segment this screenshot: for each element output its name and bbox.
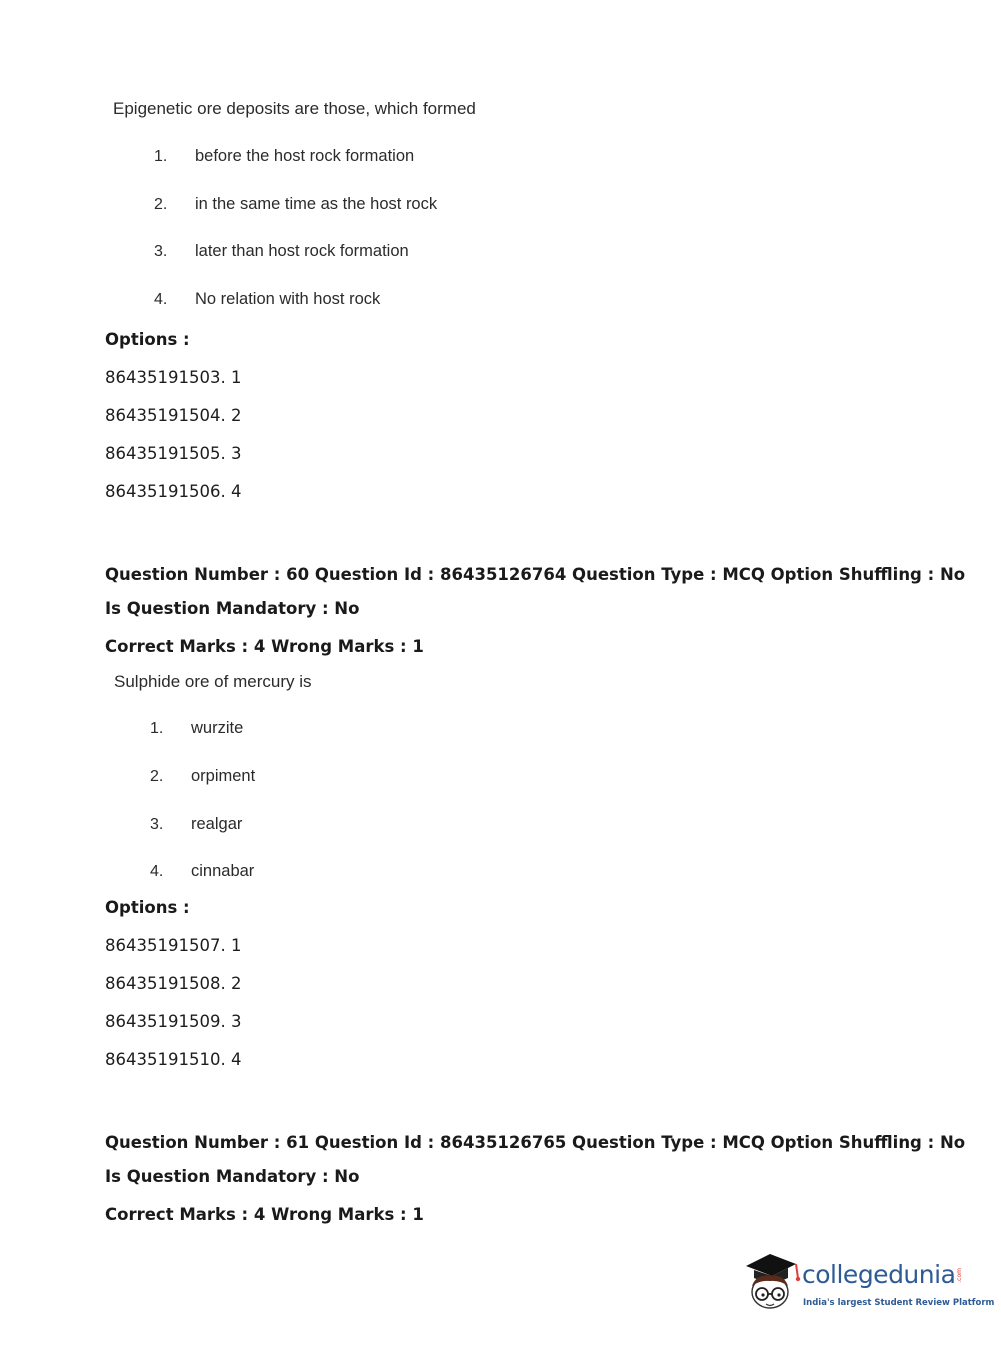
choice-number: 1. xyxy=(150,720,164,737)
question-stem: Epigenetic ore deposits are those, which formed xyxy=(113,99,476,118)
options-label: Options : xyxy=(105,330,190,349)
collegedunia-logo xyxy=(740,1246,995,1316)
question-marks: Correct Marks : 4 Wrong Marks : 1 xyxy=(105,1205,424,1224)
choice-number: 1. xyxy=(154,148,168,165)
option-item: 86435191504. 2 xyxy=(105,406,242,425)
option-item: 86435191503. 1 xyxy=(105,368,242,387)
option-item: 86435191507. 1 xyxy=(105,936,242,955)
choice-number: 2. xyxy=(150,768,164,785)
choice-text: wurzite xyxy=(191,719,244,737)
option-item: 86435191506. 4 xyxy=(105,482,242,501)
choice-text: No relation with host rock xyxy=(195,290,381,308)
question-header: Question Number : 61 Question Id : 86435126765 Question Type : MCQ Option Shuffling : No xyxy=(105,1133,966,1152)
option-item: 86435191510. 4 xyxy=(105,1050,242,1069)
choice-text: in the same time as the host rock xyxy=(195,195,438,213)
option-item: 86435191508. 2 xyxy=(105,974,242,993)
question-marks: Correct Marks : 4 Wrong Marks : 1 xyxy=(105,637,424,656)
choice-text: realgar xyxy=(191,815,243,833)
choice-text: orpiment xyxy=(191,767,256,785)
question-header: Question Number : 60 Question Id : 86435126764 Question Type : MCQ Option Shuffling : No xyxy=(105,565,966,584)
choice-number: 3. xyxy=(150,816,164,833)
student-mascot-icon xyxy=(740,1248,802,1314)
question-mandatory: Is Question Mandatory : No xyxy=(105,599,360,618)
choice-text: cinnabar xyxy=(191,862,255,880)
choice-number: 3. xyxy=(154,243,168,260)
logo-wordmark: collegedunia xyxy=(802,1260,956,1289)
options-label: Options : xyxy=(105,898,190,917)
choice-number: 4. xyxy=(154,291,168,308)
choice-number: 2. xyxy=(154,196,168,213)
option-item: 86435191505. 3 xyxy=(105,444,242,463)
option-item: 86435191509. 3 xyxy=(105,1012,242,1031)
logo-tagline: India's largest Student Review Platform xyxy=(803,1298,995,1308)
logo-dotcom: .com xyxy=(956,1268,963,1283)
question-stem: Sulphide ore of mercury is xyxy=(114,672,312,691)
choice-text: later than host rock formation xyxy=(195,242,409,260)
choice-text: before the host rock formation xyxy=(195,147,415,165)
question-mandatory: Is Question Mandatory : No xyxy=(105,1167,360,1186)
choice-number: 4. xyxy=(150,863,164,880)
